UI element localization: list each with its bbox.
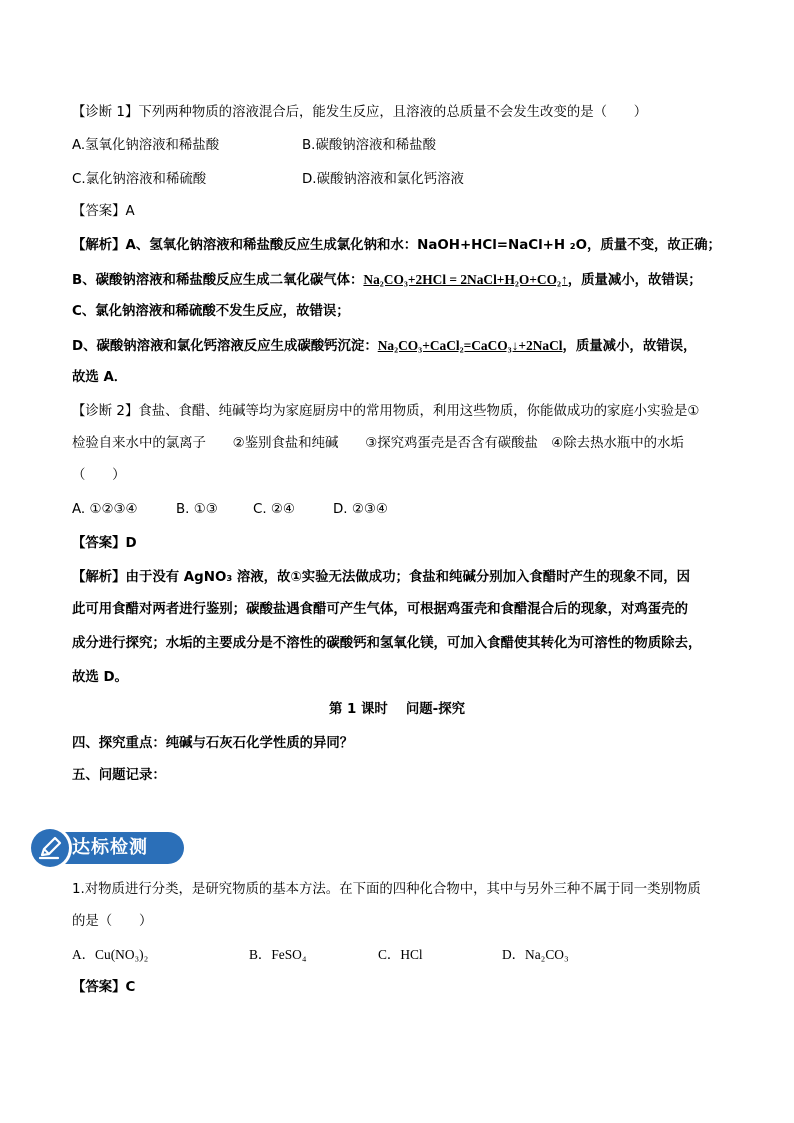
diag2-analysis-line-2: 此可用食醋对两者进行鉴别；碳酸盐遇食醋可产生气体，可根据鸡蛋壳和食醋混合后的现象，对鸡蛋壳的 — [72, 602, 688, 617]
diag1-answer: 【答案】A — [72, 204, 135, 219]
diag1-analysis-line-4-end: ，质量减小，故错误， — [562, 339, 697, 354]
section-5-heading: 五、问题记录： — [72, 768, 166, 783]
diag2-analysis-line-3: 成分进行探究；水垢的主要成分是不溶性的碳酸钙和氢氧化镁，可加入食醋使其转化为可溶性的物质除去， — [72, 636, 702, 651]
diag1-analysis-line-4-text: D、碳酸钠溶液和氯化钙溶液反应生成碳酸钙沉淀： — [72, 339, 378, 354]
q1-line-2: 的是（ ） — [72, 914, 153, 929]
diag1-analysis-line-4 — [72, 336, 696, 357]
diag2-analysis-line-4: 故选 D。 — [72, 670, 128, 685]
diag1-option-d: D.碳酸钠溶液和氯化钙溶液 — [302, 172, 464, 187]
diag2-option-c: C. ②④ — [253, 502, 295, 517]
banner-title: 达标检测 — [72, 837, 148, 858]
diag2-question-line-2: 检验自来水中的氯离子 ②鉴别食盐和纯碱 ③探究鸡蛋壳是否含有碳酸盐 ④除去热水瓶中的水垢 — [72, 436, 684, 451]
diag2-question-line-1: 【诊断 2】食盐、食醋、纯碱等均为家庭厨房中的常用物质，利用这些物质，你能做成功的家庭小实验是① — [72, 404, 700, 419]
diag2-option-a: A. ①②③④ — [72, 502, 138, 517]
q1-option-a: A．Cu(NO₃)₂ — [72, 947, 149, 962]
diag2-option-b: B. ①③ — [176, 502, 218, 517]
diag1-equation-b: Na₂CO₃+2HCl = 2NaCl+H₂O+CO₂↑ — [363, 272, 568, 287]
diag1-analysis-line-2 — [72, 270, 702, 291]
diag1-analysis-line-2-text: B、碳酸钠溶液和稀盐酸反应生成二氧化碳气体： — [72, 273, 364, 288]
diag1-analysis-line-2-end: ，质量减小，故错误； — [567, 273, 702, 288]
q1-line-1: 1.对物质进行分类，是研究物质的基本方法。在下面的四种化合物中，其中与另外三种不属于同一类别物质 — [72, 882, 701, 897]
q1-answer: 【答案】C — [72, 980, 136, 995]
q1-option-c: C．HCl — [378, 947, 423, 962]
diag1-equation-d: Na₂CO₃+CaCl₂=CaCO₃↓+2NaCl — [377, 338, 563, 353]
lesson-title: 第 1 课时 问题-探究 — [329, 702, 465, 717]
section-banner — [28, 826, 184, 870]
diag1-analysis-line-3: C、氯化钠溶液和稀硫酸不发生反应，故错误； — [72, 304, 350, 319]
diag2-question-line-3: （ ） — [72, 468, 126, 483]
diag1-option-b: B.碳酸钠溶液和稀盐酸 — [302, 138, 436, 153]
q1-option-d: D．Na₂CO₃ — [502, 947, 569, 962]
q1-option-b: B．FeSO₄ — [249, 947, 307, 962]
diag2-analysis-line-1: 【解析】由于没有 AgNO₃ 溶液，故①实验无法做成功；食盐和纯碱分别加入食醋时产生的现象不同，因 — [72, 570, 691, 585]
diag1-option-c: C.氯化钠溶液和稀硫酸 — [72, 172, 207, 187]
diag2-option-d: D. ②③④ — [333, 502, 388, 517]
diag1-analysis-line-5: 故选 A． — [72, 370, 128, 385]
diag1-option-a: A.氢氧化钠溶液和稀盐酸 — [72, 138, 220, 153]
diag2-answer: 【答案】D — [72, 536, 137, 551]
diag1-question: 【诊断 1】下列两种物质的溶液混合后，能发生反应，且溶液的总质量不会发生改变的是（ ） — [72, 105, 648, 120]
pencil-icon — [31, 829, 69, 867]
banner-icon-circle — [28, 826, 72, 870]
section-4-heading: 四、探究重点：纯碱与石灰石化学性质的异同？ — [72, 736, 354, 751]
diag1-analysis-line-1: 【解析】A、氢氧化钠溶液和稀盐酸反应生成氯化钠和水：NaOH+HCl=NaCl+H ₂O，质量不变，故正确； — [72, 238, 721, 253]
